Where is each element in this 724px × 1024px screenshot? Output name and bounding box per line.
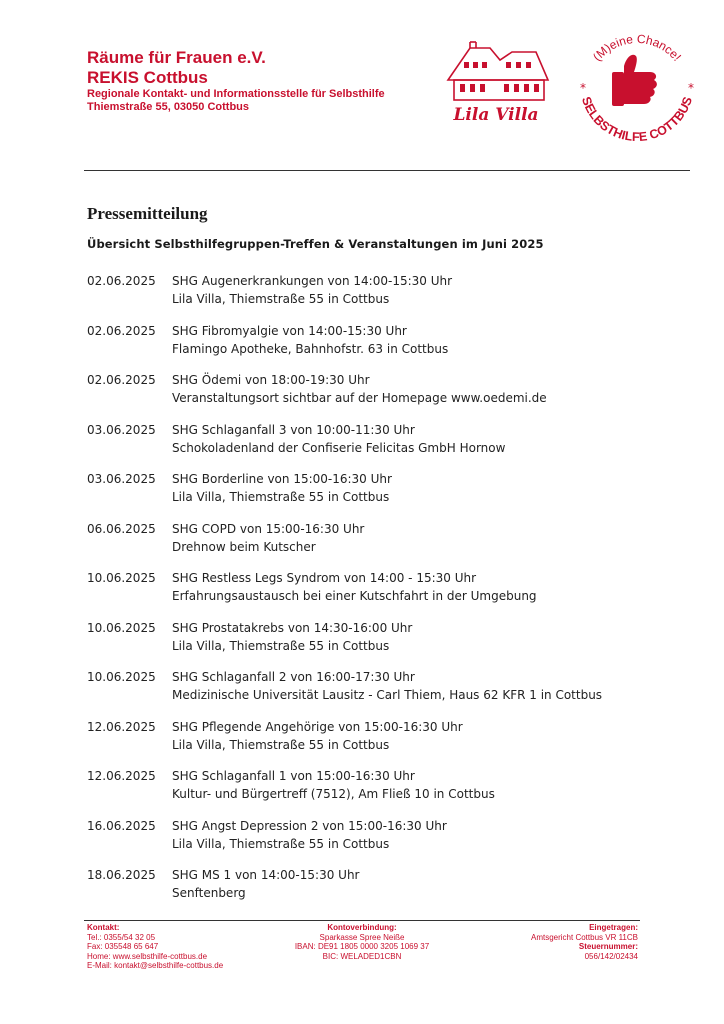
event-item xyxy=(87,421,687,471)
org-address: Thiemstraße 55, 03050 Cottbus xyxy=(87,101,250,113)
event-item xyxy=(87,817,687,867)
event-item xyxy=(87,470,687,520)
event-location: Veranstaltungsort sichtbar auf der Homepage www.oedemi.de xyxy=(172,391,547,405)
event-item xyxy=(87,619,687,669)
svg-text:(M)eine Chance! xyxy=(590,32,684,64)
organization-header xyxy=(87,48,385,114)
event-date: 03.06.2025 xyxy=(87,422,156,437)
footer-bank xyxy=(282,923,442,961)
event-title: SHG Fibromyalgie von 14:00-15:30 Uhr xyxy=(172,323,407,338)
event-location: Kultur- und Bürgertreff (7512), Am Fließ 10 in Cottbus xyxy=(172,787,495,801)
footer-tax-heading: Steuernummer: xyxy=(578,942,638,952)
footer-bank-name: Sparkasse Spree Neiße xyxy=(319,932,405,942)
event-location: Erfahrungsaustausch bei einer Kutschfahrt in der Umgebung xyxy=(172,589,537,603)
event-title: SHG Schlaganfall 1 von 15:00-16:30 Uhr xyxy=(172,769,415,783)
event-title: SHG MS 1 von 14:00-15:30 Uhr xyxy=(172,868,360,882)
footer-email: E-Mail: kontakt@selbsthilfe-cottbus.de xyxy=(87,961,224,971)
footer-fax: Fax: 035548 65 647 xyxy=(87,942,159,952)
event-date: 10.06.2025 xyxy=(87,620,156,635)
event-date: 02.06.2025 xyxy=(87,373,156,387)
event-date: 18.06.2025 xyxy=(87,868,156,882)
org-name: Räume für Frauen e.V. xyxy=(87,48,266,67)
event-item xyxy=(87,767,687,817)
event-item xyxy=(87,272,687,322)
event-item xyxy=(87,718,687,768)
event-location: Lila Villa, Thiemstraße 55 in Cottbus xyxy=(172,836,390,851)
event-title: SHG Augenerkrankungen von 14:00-15:30 Uhr xyxy=(172,274,453,288)
event-description xyxy=(172,569,687,619)
logo-star-left: * xyxy=(580,81,586,95)
event-location: Lila Villa, Thiemstraße 55 in Cottbus xyxy=(172,638,390,653)
event-description xyxy=(172,866,687,916)
event-title: SHG COPD von 15:00-16:30 Uhr xyxy=(172,521,365,536)
org-tagline: Regionale Kontakt- und Informationsstelle für Selbsthilfe xyxy=(87,88,385,100)
document-subtitle: Übersicht Selbsthilfegruppen-Treffen & Veranstaltungen im Juni 2025 xyxy=(87,237,544,251)
footer-court: Amtsgericht Cottbus VR 11CB xyxy=(530,932,638,942)
event-description xyxy=(172,668,687,718)
footer-contact-heading: Kontakt: xyxy=(87,923,120,932)
lila-villa-logo-text: Lila Villa xyxy=(453,105,539,125)
footer-register xyxy=(531,923,638,961)
event-location: Drehnow beim Kutscher xyxy=(172,539,316,554)
event-location: Lila Villa, Thiemstraße 55 in Cottbus xyxy=(172,292,390,306)
logo-arc-top-text: (M)eine Chance! xyxy=(589,31,685,64)
event-item xyxy=(87,668,687,718)
event-title: SHG Borderline von 15:00-16:30 Uhr xyxy=(172,472,392,486)
event-description xyxy=(172,421,687,471)
footer-bic: BIC: WELADED1CBN xyxy=(322,951,402,961)
event-location: Medizinische Universität Lausitz - Carl Thiem, Haus 62 KFR 1 in Cottbus xyxy=(172,688,603,702)
event-item xyxy=(87,371,687,421)
document-title: Pressemitteilung xyxy=(87,204,208,223)
event-description xyxy=(172,371,687,421)
event-description xyxy=(172,767,687,817)
event-description xyxy=(172,817,687,867)
event-location: Senftenberg xyxy=(172,886,246,900)
footer-home: Home: www.selbsthilfe-cottbus.de xyxy=(87,951,208,961)
event-location: Lila Villa, Thiemstraße 55 in Cottbus xyxy=(172,737,390,752)
event-description xyxy=(172,272,687,322)
event-date: 10.06.2025 xyxy=(87,670,156,684)
event-title: SHG Angst Depression 2 von 15:00-16:30 Uhr xyxy=(172,818,447,833)
event-title: SHG Schlaganfall 2 von 16:00-17:30 Uhr xyxy=(172,670,415,684)
event-title: SHG Ödemi von 18:00-19:30 Uhr xyxy=(172,373,370,387)
event-description xyxy=(172,718,687,768)
event-date: 02.06.2025 xyxy=(87,323,156,338)
event-location: Schokoladenland der Confiserie Felicitas GmbH Hornow xyxy=(172,440,506,455)
footer-tax: 056/142/02434 xyxy=(584,951,638,961)
selbsthilfe-cottbus-logo xyxy=(566,22,708,162)
footer-divider xyxy=(84,920,640,921)
logo-arc-bottom-text: SELBSTHILFE COTTBUS xyxy=(578,94,696,145)
org-subname: REKIS Cottbus xyxy=(87,68,208,87)
footer-tel: Tel.: 0355/54 32 05 xyxy=(87,932,156,942)
event-title: SHG Schlaganfall 3 von 10:00-11:30 Uhr xyxy=(172,422,415,437)
event-item xyxy=(87,520,687,570)
footer-contact xyxy=(87,923,223,971)
event-date: 03.06.2025 xyxy=(87,472,156,486)
event-date: 12.06.2025 xyxy=(87,719,156,734)
event-title: SHG Prostatakrebs von 14:30-16:00 Uhr xyxy=(172,620,413,635)
event-list xyxy=(87,272,687,916)
footer-bank-heading: Kontoverbindung: xyxy=(327,923,397,932)
event-description xyxy=(172,470,687,520)
logo-star-right: * xyxy=(688,81,694,95)
thumbs-up-icon xyxy=(612,55,657,106)
event-date: 06.06.2025 xyxy=(87,521,156,536)
event-location: Flamingo Apotheke, Bahnhofstr. 63 in Cottbus xyxy=(172,341,449,356)
event-item xyxy=(87,569,687,619)
event-date: 16.06.2025 xyxy=(87,818,156,833)
event-item xyxy=(87,866,687,916)
event-date: 12.06.2025 xyxy=(87,769,156,783)
event-title: SHG Pflegende Angehörige von 15:00-16:30 Uhr xyxy=(172,719,463,734)
lila-villa-logo xyxy=(440,40,552,128)
event-date: 10.06.2025 xyxy=(87,571,156,585)
event-title: SHG Restless Legs Syndrom von 14:00 - 15:30 Uhr xyxy=(172,571,477,585)
event-date: 02.06.2025 xyxy=(87,274,156,288)
event-description xyxy=(172,520,687,570)
footer-iban: IBAN: DE91 1805 0000 3205 1069 37 xyxy=(294,942,430,952)
event-description xyxy=(172,619,687,669)
event-location: Lila Villa, Thiemstraße 55 in Cottbus xyxy=(172,490,390,504)
footer-register-heading: Eingetragen: xyxy=(589,923,638,932)
event-description xyxy=(172,322,687,372)
event-item xyxy=(87,322,687,372)
header-divider xyxy=(84,170,690,171)
